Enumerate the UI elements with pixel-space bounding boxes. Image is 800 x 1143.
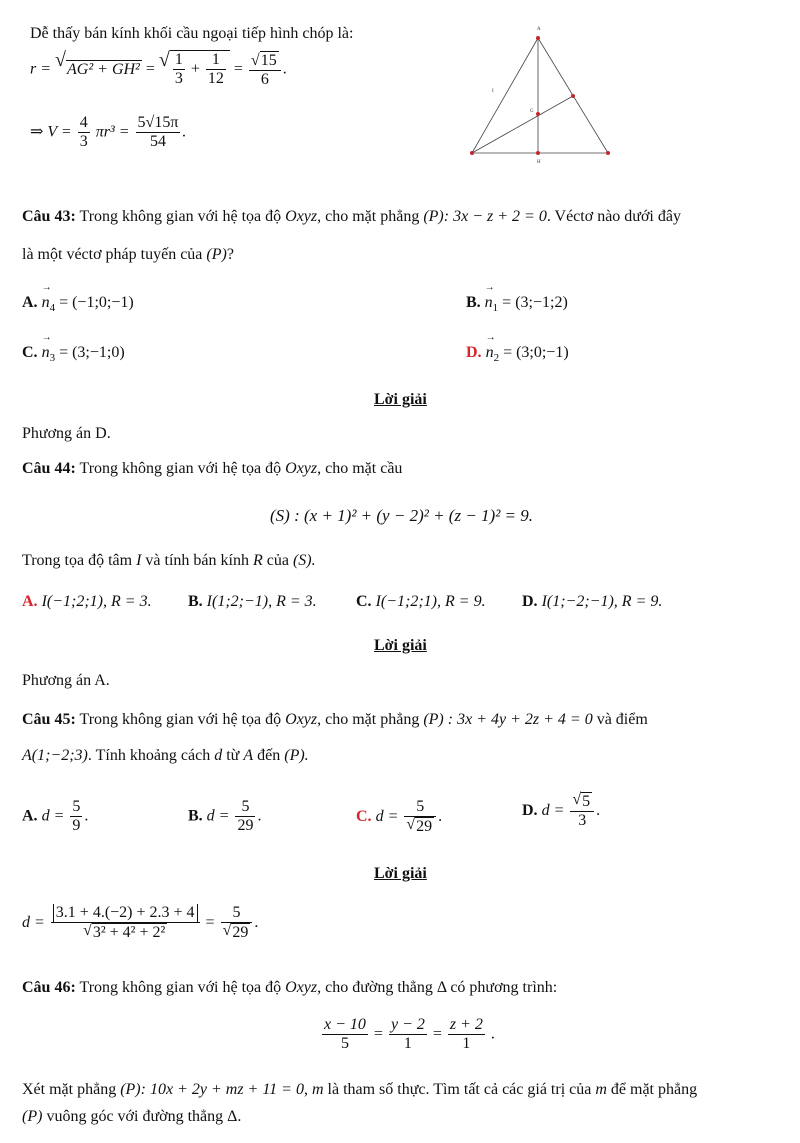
q43-solution-title: Lời giải [374,391,427,408]
q44-answer: Phương án A. [22,672,110,689]
q43-option-d[interactable]: D. → $n_2$ = (3;0;−1) [466,343,569,365]
point-c [606,151,610,155]
label-h: H [537,160,541,165]
q45-stem-line1: Câu 45: Trong không gian với hệ tọa độ Oxyz, cho mặt phẳng (P) : 3x + 4y + 2z + 4 = 0 và điểm [22,711,648,728]
q43-label: Câu 43: [22,208,76,225]
q44-solution-title: Lời giải [374,637,427,654]
q43-option-c[interactable]: C. → $n_3$ = (3;−1;0) [22,343,125,365]
q43-option-a[interactable]: A. → $n_4$ = (−1;0;−1) [22,293,134,315]
q43-option-b[interactable]: B. → $n_1$ = (3;−1;2) [466,293,568,315]
q43-answer: Phương án D. [22,425,111,442]
q45-solution-title: Lời giải [374,865,427,882]
label-g: G [530,109,534,114]
q43-stem-line2: là một véctơ pháp tuyến của (P)? [22,246,234,263]
q44-question: Trong tọa độ tâm I và tính bán kính R của (S). [22,552,316,569]
volume-formula: ⇒ V = $\frac{4}{3}$ πr³ = $\frac{5√15\pi}{54}$ . [30,114,187,151]
point-i-mid [571,94,575,98]
q43-stem-line1: Câu 43: Trong không gian với hệ tọa độ Oxyz, cho mặt phẳng (P): 3x − z + 2 = 0. Véctơ nào dưới đây [22,208,681,225]
q45-option-a[interactable]: A. d = $\frac{5}{9}$ . [22,798,89,835]
q46-question-line2: (P) vuông góc với đường thẳng Δ. [22,1108,242,1125]
radius-sqrt-term: AG² + GH² [67,60,140,78]
q44-stem: Câu 44: Trong không gian với hệ tọa độ Oxyz, cho mặt cầu [22,460,403,477]
q45-label: Câu 45: [22,711,76,728]
q45-stem-line2: A(1;−2;3). Tính khoảng cách d từ A đến (P). [22,747,309,764]
triangle-edge-left [472,38,538,153]
q45-option-b[interactable]: B. d = $\frac{5}{29}$ . [188,798,262,835]
point-g [536,112,540,116]
q44-sphere-equation: (S) : (x + 1)² + (y − 2)² + (z − 1)² = 9. [270,506,534,525]
label-a: A [537,27,541,32]
triangle-figure [460,20,620,180]
q45-solution-formula: d = $\frac{3.1 + 4.(-2) + 2.3 + 4}{\text{√3² + 4² + 2²}}$ = $\frac{5}{√29}$ . [22,904,259,942]
q44-option-d[interactable]: D. I(1;−2;−1), R = 9. [522,593,663,610]
label-i: I [492,89,494,94]
q44-option-b[interactable]: B. I(1;2;−1), R = 3. [188,593,317,610]
q44-option-c[interactable]: C. I(−1;2;1), R = 9. [356,593,486,610]
radius-formula: r = √AG² + GH² = √ $\frac{1}{3}$ + $\frac{1}{12}$ = $\frac{√15}{6}$ . [30,49,287,88]
q46-question-line1: Xét mặt phẳng (P): 10x + 2y + mz + 11 = 0, m là tham số thực. Tìm tất cả các giá trị của m để mặt phẳng [22,1081,698,1098]
point-b [470,151,474,155]
median-line [472,96,573,153]
q46-line-equation: $\frac{x - 10}{5}$ = $\frac{y - 2}{1}$ = $\frac{z + 2}{1}$ . [324,1016,495,1053]
q46-stem: Câu 46: Trong không gian với hệ tọa độ Oxyz, cho đường thẳng Δ có phương trình: [22,979,558,996]
point-a [536,36,540,40]
q44-label: Câu 44: [22,460,76,477]
q44-option-a[interactable]: A. I(−1;2;1), R = 3. [22,593,152,610]
q46-label: Câu 46: [22,979,76,996]
q45-option-d[interactable]: D. d = $\frac{√5}{3}$ . [522,791,601,830]
q45-option-c[interactable]: C. d = $\frac{5}{√29}$ . [356,798,443,836]
point-h [536,151,540,155]
intro-text: Dễ thấy bán kính khối cầu ngoại tiếp hình chóp là: [30,25,354,42]
